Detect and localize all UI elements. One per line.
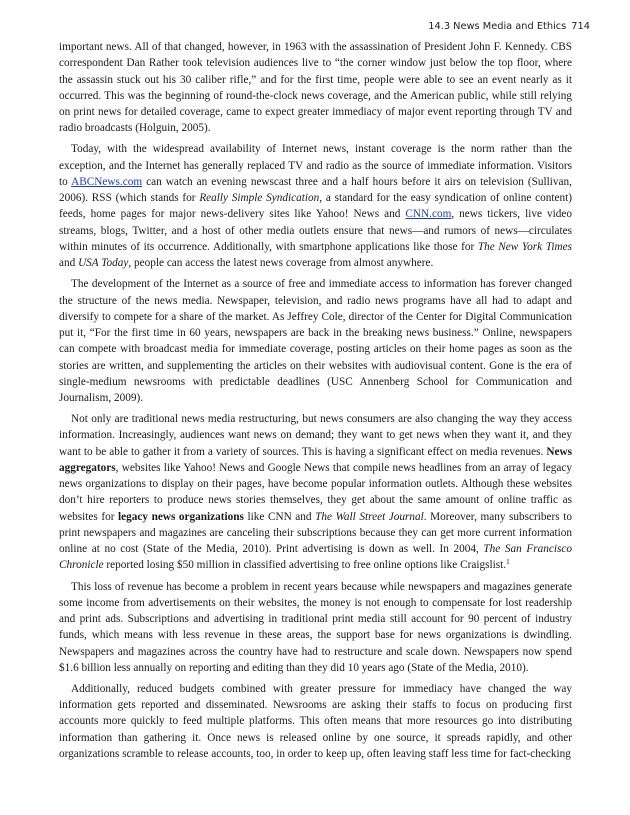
text-run: , news tickers, live video streams, blogs, Twitter, and a host of other media outlets ensure that news—and rumors of news—circulates within minutes of its occurrence. Additionally, with smartphone applications like those for	[59, 208, 572, 253]
bold-term: News aggregators	[59, 445, 572, 474]
text-run: , people can access the latest news coverage from almost anywhere.	[128, 257, 434, 270]
italic-title: The New York Times	[477, 240, 573, 253]
paragraph-1	[59, 39, 572, 137]
text-run: and	[59, 257, 79, 270]
text-run: Not only are traditional news media restructuring, but news consumers are also changing the way they access information. Increasingly, audiences want news on demand; they want to get news when they want it, and they want to be able to gather it from a variety of sources. This is having a significant effect on media revenues.	[59, 413, 572, 458]
text-run: This loss of revenue has become a problem in recent years because while newspapers and magazines generate some income from advertisements on their websites, the money is not enough to compensate for lost readership and print ads. Subscriptions and advertising in traditional print media still account for 90 percent of industry funds, which means with less revenue in these areas, the support base for news organizations is dwindling. Newspapers and magazines across the country have had to restructure and scale down. Newspapers now spend $1.6 billion less annually on reporting and editing than they did 10 years ago (State of the Media, 2010).	[59, 580, 572, 674]
inline-link[interactable]: ABCNews.com	[71, 175, 143, 188]
paragraph-2	[59, 141, 572, 271]
text-run: can watch an evening newscast three and a half hours before it airs on television (Sullivan, 2006). RSS (which stands for	[59, 175, 572, 205]
paragraph-4	[59, 411, 572, 574]
text-run: reported losing $50 million in classified advertising to free online options like Craigslist.	[103, 559, 507, 572]
text-run: important news. All of that changed, however, in 1963 with the assassination of President John F. Kennedy. CBS correspondent Dan Rather took television audiences live to “the corner window just below the top floor, where the assassin stuck out his 30 caliber rifle,” and for the first time, people were able to see an event nearly as it occurred. This was the beginning of round-the-clock news coverage, and the American public, while still relying on print news for detailed coverage, came to expect greater immediacy of major event reporting through TV and radio broadcasts (Holguin, 2005).	[59, 41, 572, 135]
text-run: The development of the Internet as a source of free and immediate access to information has forever changed the structure of the news media. Newspaper, television, and radio news programs have all had to adapt and diversify to compete for a share of the market. As Jeffrey Cole, director of the Center for Digital Communication put it, “For the first time in 60 years, newspapers are back in the breaking news business.” Online, newspapers can compete with broadcast media for immediate coverage, posting articles on their home pages as soon as the stories are written, and supplementing the articles on their websites with audiovisual content. Gone is the era of single-medium newsrooms with predictable deadlines (USC Annenberg School for Communication and Journalism, 2009).	[59, 278, 572, 405]
italic-title: The Wall Street Journal	[315, 510, 424, 523]
paragraph-3	[59, 276, 572, 406]
text-run: Additionally, reduced budgets combined with greater pressure for immediacy have changed the way information gets reported and disseminated. Newsrooms are asking their staffs to focus on producing first accounts more quickly to feed multiple platforms. This often means that more resources go into distributing information than gathering it. Once news is released online by one source, it spreads rapidly, and other organizations scramble to release accounts, too, in order to keep up, often leaving staff less time for fact-checking	[59, 682, 572, 760]
text-run: , a standard for the easy syndication of online content) feeds, home pages for major news-delivery sites like Yahoo! News and	[59, 192, 572, 221]
running-header	[428, 21, 590, 32]
paragraph-5	[59, 579, 572, 677]
text-run: Today, with the widespread availability of Internet news, instant coverage is the norm rather than the exception, and the Internet has generally replaced TV and radio as the source of immediate information. Visitors to	[59, 143, 572, 188]
paragraph-6	[59, 681, 572, 762]
italic-title: USA Today	[78, 257, 129, 270]
italic-title: Really Simple Syndication	[199, 192, 320, 205]
section-title: 14.3 News Media and Ethics	[428, 21, 567, 32]
footnote-ref[interactable]: 1	[506, 557, 510, 567]
body-text	[59, 39, 572, 767]
text-run: , websites like Yahoo! News and Google News that compile news headlines from an array of legacy news organizations to display on their pages, have become popular information outlets. Although these websites don’t hire reporters to produce news stories themselves, they get about the same amount of online traffic as websites for	[59, 461, 572, 523]
italic-title: The San Francisco Chronicle	[59, 543, 572, 572]
page-number: 714	[571, 21, 590, 32]
text-run: like CNN and	[243, 510, 316, 523]
text-run: . Moreover, many subscribers to print newspapers and magazines are canceling their subscriptions because they can get more current information online at no cost (State of the Media, 2010). Print advertising is down as well. In 2004,	[59, 510, 572, 556]
inline-link[interactable]: CNN.com	[405, 208, 452, 221]
bold-term: legacy news organizations	[118, 510, 244, 523]
